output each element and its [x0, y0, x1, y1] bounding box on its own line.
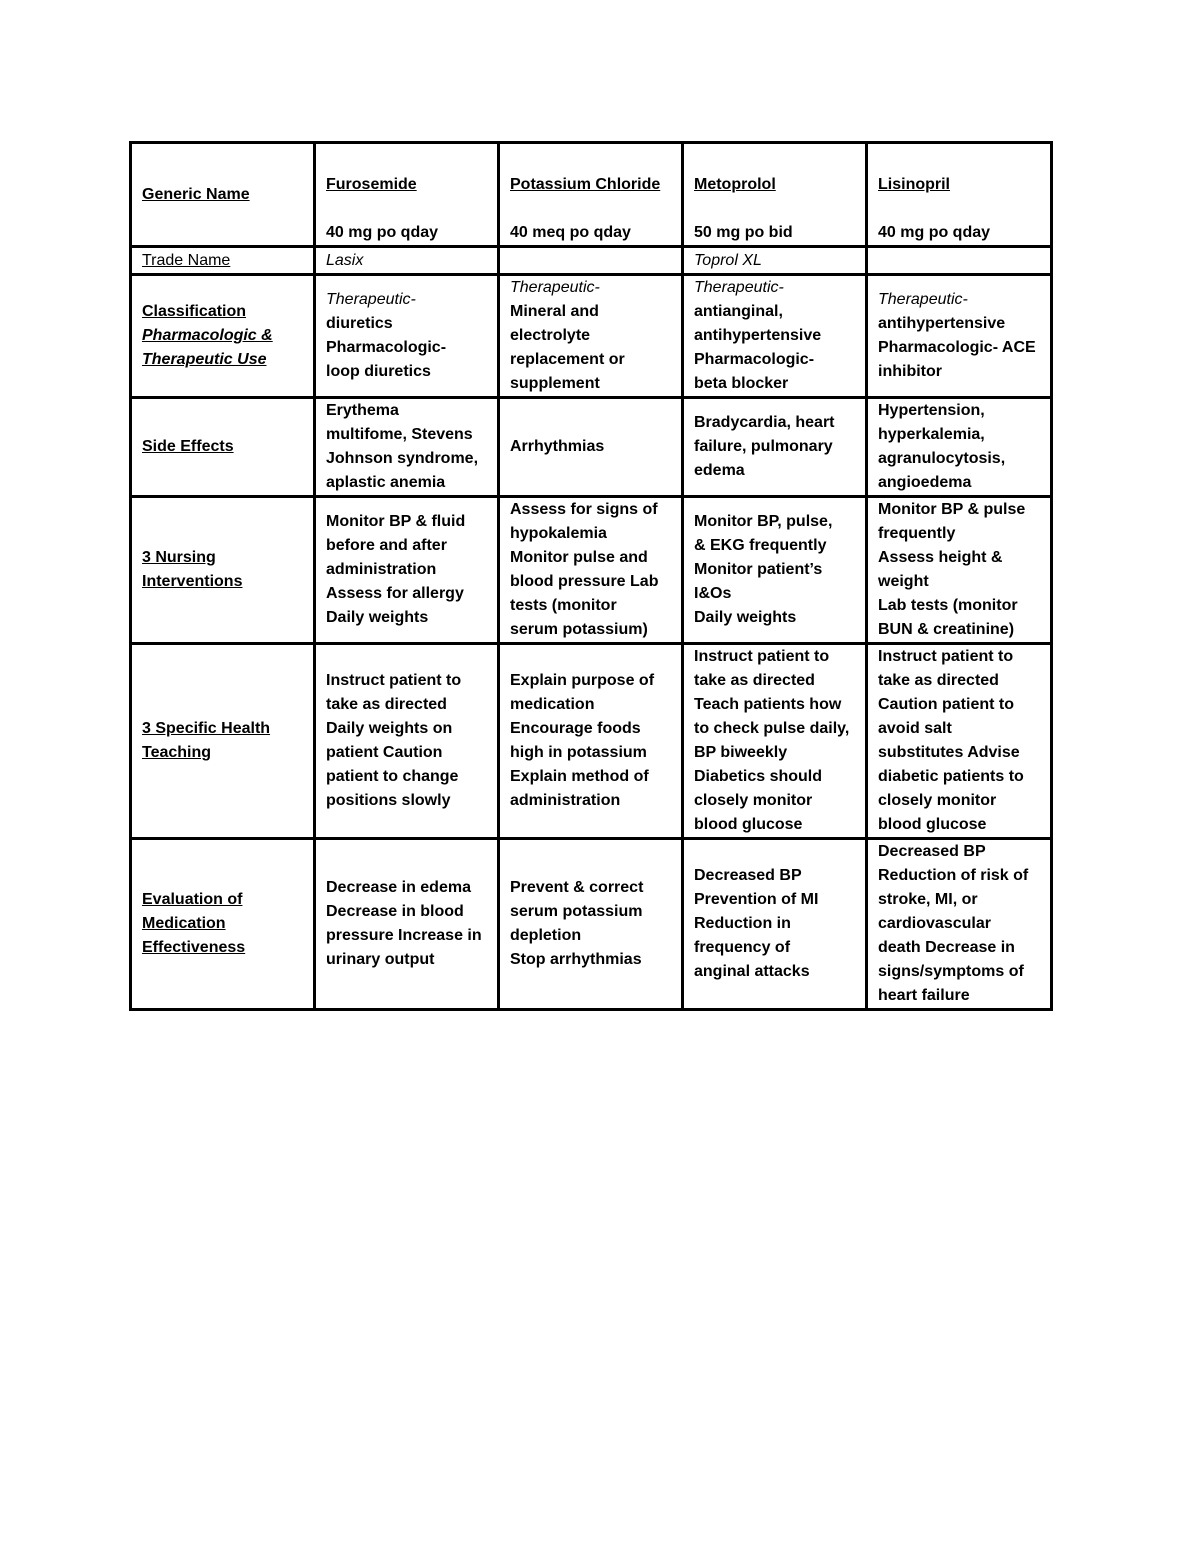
cell-line: Instruct patient to: [694, 648, 830, 665]
cell-line: Daily weights: [694, 609, 797, 626]
drug-dose: 40 mg po qday: [326, 224, 439, 241]
cell-line: medication: [510, 696, 595, 713]
cell-line: Erythema: [326, 402, 399, 419]
cell-line: hypokalemia: [510, 525, 607, 542]
evaluation-cell: [315, 839, 499, 1010]
classification-row: [131, 275, 1052, 398]
cell-line: Assess for signs of: [510, 501, 658, 518]
medication-table: [129, 141, 1053, 1011]
cell-line: pressure Increase in: [326, 927, 482, 944]
cell-line: before and after: [326, 537, 447, 554]
cell-line: take as directed: [694, 672, 815, 689]
side-effects-label-cell: [131, 398, 315, 497]
cell-line: inhibitor: [878, 363, 942, 380]
trade-name-value: Toprol XL: [694, 251, 762, 269]
cell-line: Prevention of MI: [694, 891, 819, 908]
cell-line: Monitor BP & fluid: [326, 513, 466, 530]
cell-line: Therapeutic-: [326, 291, 416, 308]
cell-line: blood glucose: [878, 816, 987, 833]
cell-line: Lab tests (monitor: [878, 597, 1018, 614]
cell-line: Instruct patient to: [878, 648, 1014, 665]
cell-line: anginal attacks: [694, 963, 810, 980]
cell-line: Assess height &: [878, 549, 1003, 566]
drug-dose: 40 meq po qday: [510, 224, 631, 241]
cell-line: Johnson syndrome,: [326, 450, 479, 467]
nursing-interventions-row: [131, 497, 1052, 644]
cell-line: Pharmacologic-: [326, 339, 447, 356]
cell-line: tests (monitor: [510, 597, 617, 614]
cell-line: diabetic patients to: [878, 768, 1024, 785]
cell-line: heart failure: [878, 987, 970, 1004]
cell-line: weight: [878, 573, 929, 590]
cell-line: diuretics: [326, 315, 393, 332]
classification-label-cell: [131, 275, 315, 398]
cell-line: stroke, MI, or: [878, 891, 978, 908]
evaluation-label-cell: [131, 839, 315, 1010]
cell-line: cardiovascular: [878, 915, 991, 932]
cell-line: Decrease in edema: [326, 879, 471, 896]
cell-line: Encourage foods: [510, 720, 641, 737]
cell-line: loop diuretics: [326, 363, 431, 380]
cell-line: antihypertensive: [694, 327, 822, 344]
cell-line: frequently: [878, 525, 956, 542]
classification-sublabel: Pharmacologic &: [142, 327, 273, 344]
cell-line: Pharmacologic- ACE: [878, 339, 1036, 356]
cell-line: antihypertensive: [878, 315, 1006, 332]
cell-line: Mineral and: [510, 303, 599, 320]
cell-line: Stop arrhythmias: [510, 951, 642, 968]
cell-line: Instruct patient to: [326, 672, 462, 689]
cell-line: Assess for allergy: [326, 585, 464, 602]
cell-line: closely monitor: [878, 792, 997, 809]
classification-cell: [315, 275, 499, 398]
cell-line: closely monitor: [694, 792, 813, 809]
cell-line: depletion: [510, 927, 582, 944]
cell-line: Monitor BP, pulse,: [694, 513, 833, 530]
trade-name-row: [131, 247, 1052, 275]
cell-line: hyperkalemia,: [878, 426, 985, 443]
cell-line: Explain purpose of: [510, 672, 655, 689]
cell-line: Decrease in blood: [326, 903, 464, 920]
cell-line: Hypertension,: [878, 402, 985, 419]
classification-label: Classification: [142, 303, 247, 320]
drug-name: Metoprolol: [694, 176, 776, 193]
teaching-label-cell: [131, 644, 315, 839]
cell-line: electrolyte: [510, 327, 591, 344]
drug-header-cell: [315, 143, 499, 247]
cell-line: serum potassium: [510, 903, 643, 920]
cell-line: edema: [694, 462, 745, 479]
evaluation-row: [131, 839, 1052, 1010]
cell-line: Prevent & correct: [510, 879, 644, 896]
teaching-cell: [499, 644, 683, 839]
cell-line: Diabetics should: [694, 768, 823, 785]
cell-line: failure, pulmonary: [694, 438, 833, 455]
nursing-cell: [683, 497, 867, 644]
cell-line: Monitor pulse and: [510, 549, 648, 566]
trade-name-cell: [315, 247, 499, 275]
nursing-label-cell: [131, 497, 315, 644]
classification-sublabel: Therapeutic Use: [142, 351, 267, 368]
cell-line: frequency of: [694, 939, 791, 956]
cell-line: Explain method of: [510, 768, 649, 785]
teaching-label: Teaching: [142, 744, 212, 761]
cell-line: to check pulse daily,: [694, 720, 850, 737]
cell-line: take as directed: [878, 672, 999, 689]
drug-name: Lisinopril: [878, 176, 950, 193]
trade-name-label: Trade Name: [142, 251, 231, 269]
evaluation-cell: [867, 839, 1052, 1010]
cell-line: urinary output: [326, 951, 435, 968]
nursing-label: 3 Nursing: [142, 549, 216, 566]
drug-dose: 50 mg po bid: [694, 224, 793, 241]
teaching-cell: [867, 644, 1052, 839]
cell-line: Teach patients how: [694, 696, 842, 713]
cell-line: antianginal,: [694, 303, 783, 320]
cell-line: Bradycardia, heart: [694, 414, 835, 431]
trade-name-cell: [867, 247, 1052, 275]
evaluation-label: Evaluation of: [142, 891, 243, 908]
cell-line: administration: [510, 792, 621, 809]
cell-line: Monitor BP & pulse: [878, 501, 1026, 518]
side-effects-cell: [683, 398, 867, 497]
cell-line: blood glucose: [694, 816, 803, 833]
nursing-label: Interventions: [142, 573, 243, 590]
trade-name-cell: [499, 247, 683, 275]
drug-header-cell: [683, 143, 867, 247]
drug-name: Potassium Chloride: [510, 176, 661, 193]
cell-line: substitutes Advise: [878, 744, 1020, 761]
cell-line: patient to change: [326, 768, 459, 785]
cell-line: blood pressure Lab: [510, 573, 659, 590]
cell-line: multifome, Stevens: [326, 426, 473, 443]
cell-line: death Decrease in: [878, 939, 1015, 956]
cell-line: BP biweekly: [694, 744, 788, 761]
side-effects-cell: [315, 398, 499, 497]
evaluation-cell: [499, 839, 683, 1010]
cell-line: Monitor patient’s: [694, 561, 823, 578]
cell-line: Pharmacologic-: [694, 351, 815, 368]
cell-line: take as directed: [326, 696, 447, 713]
teaching-cell: [683, 644, 867, 839]
cell-line: Daily weights on: [326, 720, 453, 737]
cell-line: aplastic anemia: [326, 474, 446, 491]
evaluation-cell: [683, 839, 867, 1010]
nursing-cell: [315, 497, 499, 644]
nursing-cell: [499, 497, 683, 644]
side-effects-cell: [499, 398, 683, 497]
cell-line: Reduction of risk of: [878, 867, 1029, 884]
drug-name: Furosemide: [326, 176, 417, 193]
cell-line: supplement: [510, 375, 600, 392]
nursing-cell: [867, 497, 1052, 644]
teaching-label: 3 Specific Health: [142, 720, 271, 737]
trade-name-value: Lasix: [326, 251, 364, 269]
cell-line: Therapeutic-: [694, 279, 784, 296]
generic-name-row: [131, 143, 1052, 247]
cell-line: avoid salt: [878, 720, 952, 737]
classification-cell: [499, 275, 683, 398]
cell-line: beta blocker: [694, 375, 789, 392]
generic-name-label-cell: [131, 143, 315, 247]
evaluation-label: Effectiveness: [142, 939, 246, 956]
cell-line: agranulocytosis,: [878, 450, 1006, 467]
side-effects-label: Side Effects: [142, 438, 234, 455]
cell-line: positions slowly: [326, 792, 451, 809]
classification-cell: [683, 275, 867, 398]
cell-line: patient Caution: [326, 744, 443, 761]
trade-name-cell: [683, 247, 867, 275]
cell-line: & EKG frequently: [694, 537, 827, 554]
generic-name-label: Generic Name: [142, 185, 250, 203]
cell-line: administration: [326, 561, 437, 578]
side-effects-cell: [867, 398, 1052, 497]
cell-line: signs/symptoms of: [878, 963, 1024, 980]
cell-line: angioedema: [878, 474, 972, 491]
cell-line: high in potassium: [510, 744, 647, 761]
drug-header-cell: [867, 143, 1052, 247]
drug-dose: 40 mg po qday: [878, 224, 991, 241]
trade-name-label-cell: [131, 247, 315, 275]
cell-line: Caution patient to: [878, 696, 1014, 713]
cell-line: Decreased BP: [694, 867, 802, 884]
teaching-cell: [315, 644, 499, 839]
cell-line: Decreased BP: [878, 843, 986, 860]
cell-line: Reduction in: [694, 915, 791, 932]
cell-line: Daily weights: [326, 609, 429, 626]
side-effects-row: [131, 398, 1052, 497]
cell-line: serum potassium): [510, 621, 648, 638]
health-teaching-row: [131, 644, 1052, 839]
cell-line: Therapeutic-: [878, 291, 968, 308]
classification-cell: [867, 275, 1052, 398]
evaluation-label: Medication: [142, 915, 226, 932]
cell-line: I&Os: [694, 585, 732, 602]
cell-line: BUN & creatinine): [878, 621, 1015, 638]
cell-line: replacement or: [510, 351, 625, 368]
cell-line: Therapeutic-: [510, 279, 600, 296]
cell-line: Arrhythmias: [510, 438, 605, 455]
drug-header-cell: [499, 143, 683, 247]
